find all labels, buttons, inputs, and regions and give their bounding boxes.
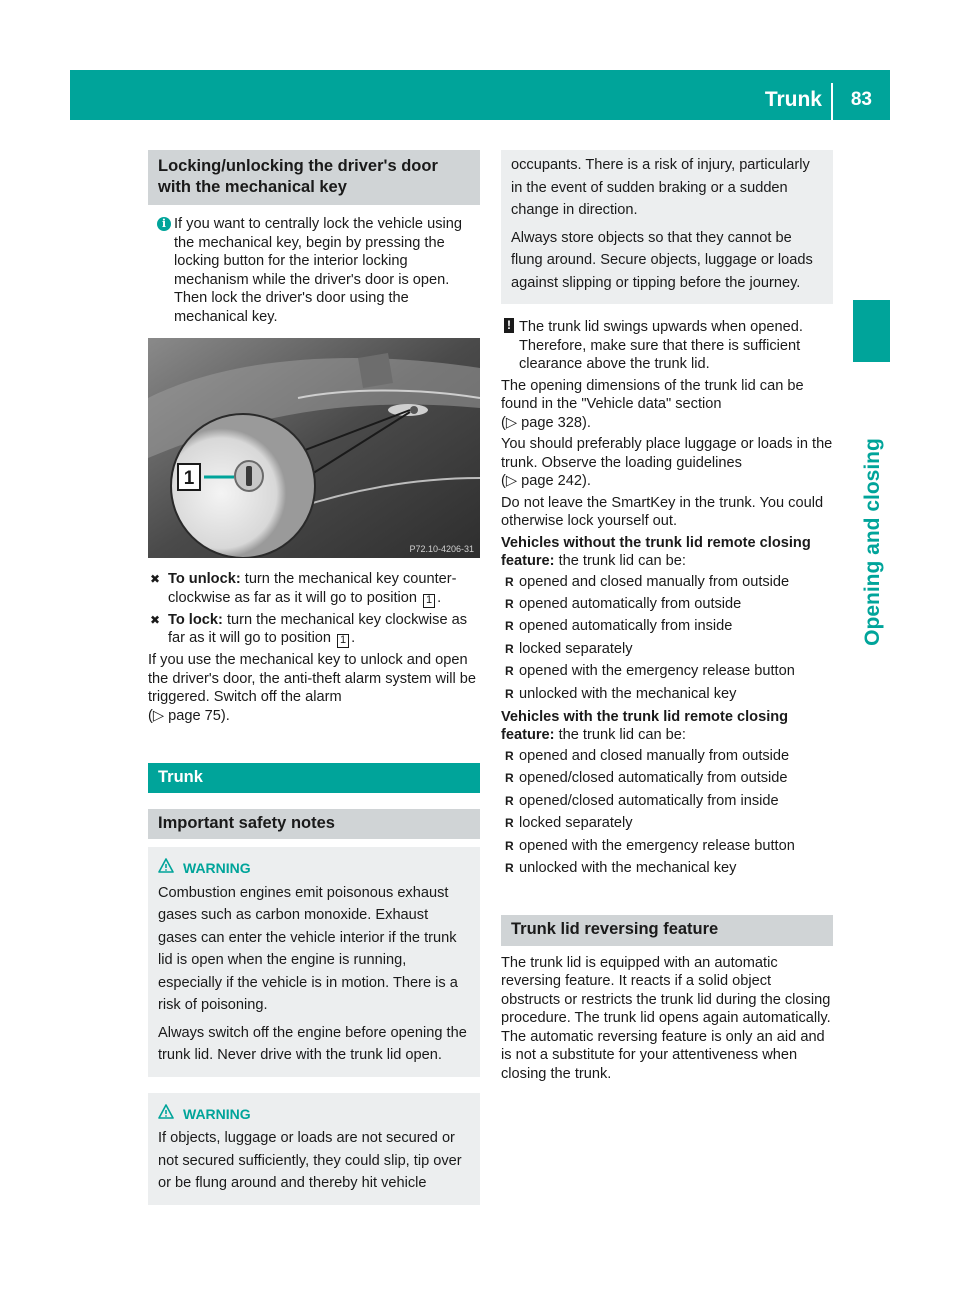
without-remote-list: [501, 571, 833, 705]
info-text: If you want to centrally lock the vehicle using the mechanical key, begin by pressing the locking button for the interior locking mechanism while the driver's door is open. Then lock the driver's door using the mechanical key.: [174, 216, 462, 325]
dimensions-text: The opening dimensions of the trunk lid can be found in the "Vehicle data" section: [501, 377, 804, 412]
chapter-tab-marker: [853, 300, 890, 362]
step-lock: ✖ To lock: turn the mechanical key clockwise as far as it will go to position 1 .: [150, 611, 468, 646]
list-item: R locked separately: [501, 638, 833, 660]
notice-text: The trunk lid swings upwards when opened. Therefore, make sure that there is sufficient clearance above the trunk lid.: [519, 319, 803, 372]
without-remote-label: Vehicles without the trunk lid remote closing feature:: [501, 534, 811, 569]
luggage-paragraph: [501, 435, 833, 491]
exclamation-icon: !: [504, 318, 514, 333]
page-number: 83: [850, 89, 872, 110]
list-item: R locked separately: [501, 812, 833, 834]
step-label: To unlock:: [168, 571, 241, 587]
header-title: Trunk: [764, 88, 822, 111]
warning-text: Always store objects so that they cannot be flung around. Secure objects, luggage or loads against slipping or tipping before the journey.: [511, 229, 813, 291]
warning-text: occupants. There is a risk of injury, particularly in the event of sudden braking or a sudden change in direction.: [511, 157, 810, 218]
position-marker: 1: [423, 594, 435, 608]
page-reference[interactable]: (▷ page 328).: [501, 414, 591, 431]
list-item: R opened and closed manually from outside: [501, 745, 833, 767]
step-label: To lock:: [168, 611, 223, 628]
page-header: [70, 70, 890, 120]
warning-box: [148, 847, 480, 1077]
position-marker: 1: [337, 634, 349, 648]
warning-text: Combustion engines emit poisonous exhaust gases such as carbon monoxide. Exhaust gases can enter the vehicle interior if the trunk lid is open when the engine is running, especially if the vehicle is in motion. There is a risk of poisoning.: [158, 884, 458, 1013]
list-item: R opened and closed manually from outside: [501, 571, 833, 593]
warning-title-text: WARNING: [183, 860, 251, 876]
without-remote-intro: [501, 534, 833, 571]
warning-title: [158, 857, 470, 880]
step-arrow-icon: ✖: [150, 572, 161, 586]
list-item: R opened/closed automatically from outside: [501, 767, 833, 789]
page-reference[interactable]: (▷ page 242).: [501, 473, 591, 489]
warning-box-continued: [501, 150, 833, 304]
chapter-tab-label: Opening and closing: [861, 438, 884, 646]
list-item: R opened automatically from outside: [501, 593, 833, 615]
subsection-heading-reversing: Trunk lid reversing feature: [501, 915, 833, 946]
page-reference[interactable]: (▷ page 75).: [148, 707, 230, 724]
warning-title: [158, 1103, 470, 1126]
chapter-tab: [843, 372, 903, 712]
warning-title-text: WARNING: [183, 1105, 251, 1122]
with-remote-intro: [501, 708, 833, 745]
list-item: R opened with the emergency release button: [501, 660, 833, 682]
left-column: [148, 150, 480, 1205]
luggage-text: You should preferably place luggage or loads in the trunk. Observe the loading guidelines: [501, 436, 833, 471]
section-heading-trunk: Trunk: [148, 763, 480, 793]
step-text: turn the mechanical key clockwise as far as it will go to position: [168, 611, 468, 646]
subsection-heading-safety: Important safety notes: [148, 809, 480, 840]
alarm-text: If you use the mechanical key to unlock and open the driver's door, the anti-theft alarm system will be triggered. Switch off the alarm: [148, 652, 477, 705]
without-remote-text: the trunk lid can be:: [558, 553, 686, 569]
car-door-illustration: [148, 338, 480, 558]
alarm-paragraph: [148, 651, 480, 725]
section-heading-mechanical-key: Locking/unlocking the driver's door with the mechanical key: [148, 150, 480, 205]
warning-triangle-icon: [158, 1104, 174, 1120]
with-remote-text: the trunk lid can be:: [558, 727, 686, 744]
header-divider: [831, 83, 833, 120]
list-item: R unlocked with the mechanical key: [501, 857, 833, 879]
warning-text: Always switch off the engine before opening the trunk lid. Never drive with the trunk lid open.: [158, 1024, 467, 1063]
image-code: P72.10-4206-31: [409, 544, 474, 554]
door-lock-photo: [148, 338, 480, 558]
list-item: R opened with the emergency release button: [501, 835, 833, 857]
notice-note: [501, 318, 833, 374]
image-callout: 1: [183, 468, 195, 489]
with-remote-list: [501, 745, 833, 879]
list-item: R opened automatically from inside: [501, 615, 833, 637]
list-item: R opened/closed automatically from inside: [501, 790, 833, 812]
info-note: [148, 215, 480, 326]
warning-box: [148, 1093, 480, 1205]
list-item: R unlocked with the mechanical key: [501, 683, 833, 705]
warning-triangle-icon: [158, 858, 174, 874]
warning-text: If objects, luggage or loads are not secured or not secured sufficiently, they could slip, tip over or be flung around and thereby hit vehicle: [158, 1130, 462, 1191]
dimensions-paragraph: [501, 377, 833, 433]
step-unlock: ✖ To unlock: turn the mechanical key counter-clockwise as far as it will go to position 1 .: [150, 571, 457, 606]
with-remote-label: Vehicles with the trunk lid remote closing feature:: [501, 708, 789, 744]
info-icon: i: [157, 217, 171, 231]
smartkey-paragraph: Do not leave the SmartKey in the trunk. You could otherwise lock yourself out.: [501, 494, 824, 529]
reversing-paragraph: The trunk lid is equipped with an automatic reversing feature. It reacts if a solid object obstructs or restricts the trunk lid during the closing procedure. The trunk lid opens again automatically. The automatic reversing feature is only an aid and is not a substitute for your attentiveness when closing the trunk.: [501, 954, 831, 1082]
right-column: [501, 150, 833, 1083]
step-arrow-icon: ✖: [150, 612, 161, 627]
step-text: turn the mechanical key counter-clockwise as far as it will go to position: [168, 571, 457, 606]
